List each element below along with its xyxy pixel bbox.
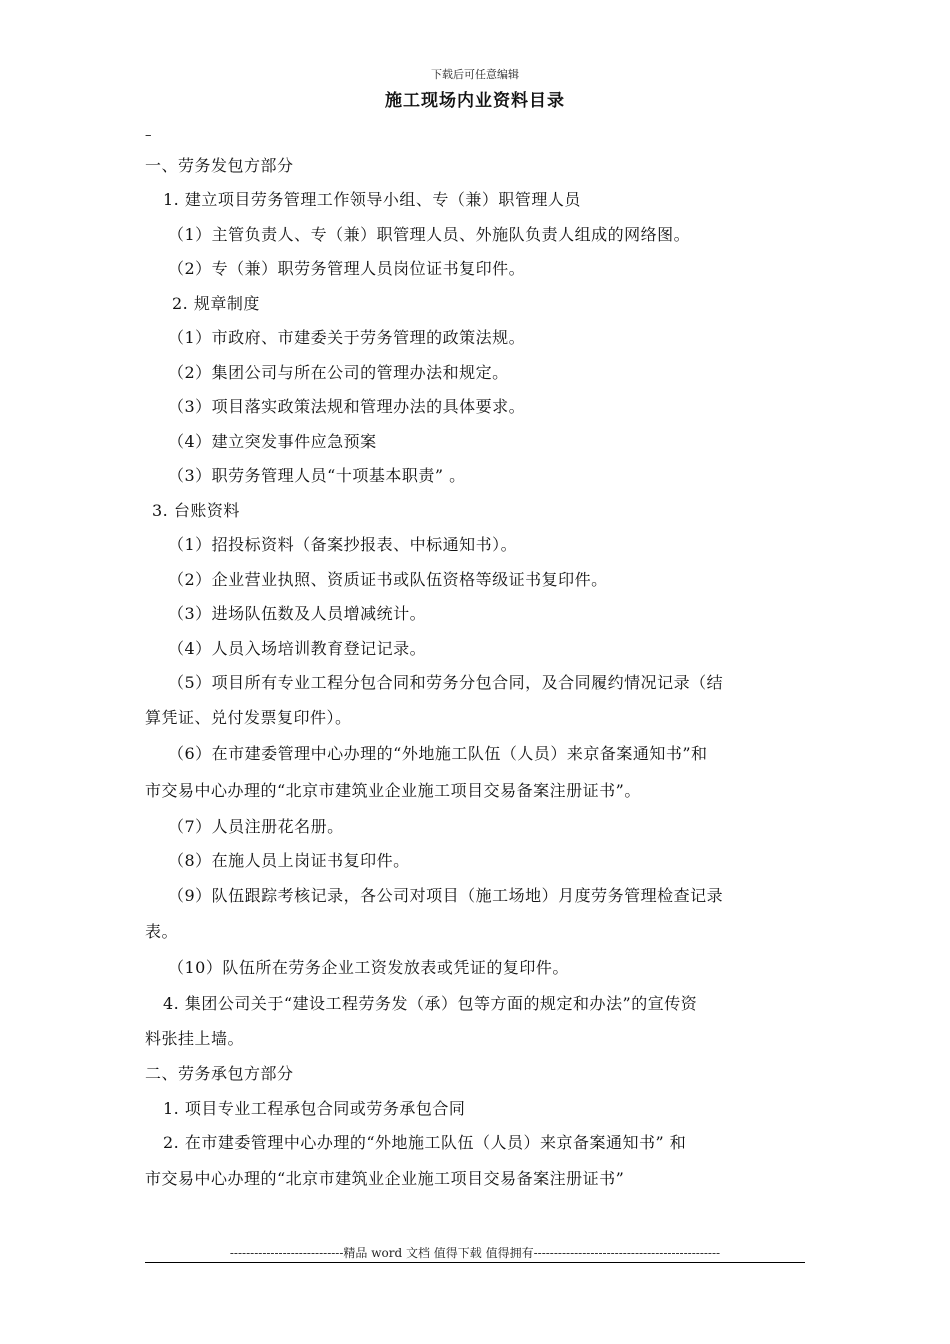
sub-item: （4）人员入场培训教育登记记录。 [168,639,427,658]
sub-item-continuation: 市交易中心办理的“北京市建筑业企业施工项目交易备案注册证书”。 [145,781,641,800]
sub-item: （8）在施人员上岗证书复印件。 [168,851,410,870]
item-heading: 2. 规章制度 [172,294,260,313]
sub-item: （3）职劳务管理人员“十项基本职责” 。 [168,466,466,485]
sub-item: （2）专（兼）职劳务管理人员岗位证书复印件。 [168,259,526,278]
item-continuation: 料张挂上墙。 [145,1029,245,1048]
section-heading: 二、劳务承包方部分 [145,1064,294,1083]
sub-item: （1）招投标资料（备案抄报表、中标通知书）。 [168,535,518,554]
sub-item-continuation: 算凭证、兑付发票复印件）。 [145,708,352,727]
document-title: 施工现场内业资料目录 [385,91,565,111]
sub-item: （2）集团公司与所在公司的管理办法和规定。 [168,363,509,382]
sub-item: （7）人员注册花名册。 [168,817,344,836]
item-heading: 2. 在市建委管理中心办理的“外地施工队伍（人员）来京备案通知书” 和 [163,1133,687,1152]
item-heading: 1. 建立项目劳务管理工作领导小组、专（兼）职管理人员 [163,190,581,209]
top-note: 下载后可任意编辑 [431,68,519,81]
sub-item: （3）进场队伍数及人员增减统计。 [168,604,427,623]
sub-item: （3）项目落实政策法规和管理办法的具体要求。 [168,397,526,416]
item-heading: 3. 台账资料 [152,501,240,520]
item-continuation: 市交易中心办理的“北京市建筑业企业施工项目交易备案注册证书” [145,1169,625,1188]
section-heading: 一、劳务发包方部分 [145,156,294,175]
sub-item: （2）企业营业执照、资质证书或队伍资格等级证书复印件。 [168,570,608,589]
sub-item: （9）队伍跟踪考核记录，各公司对项目（施工场地）月度劳务管理检查记录 [168,886,724,905]
footer-text: ----------------------------精品 word 文档 值得下载 值得拥有---------------------------------------------- [229,1246,721,1260]
sub-item: （5）项目所有专业工程分包合同和劳务分包合同，及合同履约情况记录（结 [168,673,724,692]
sub-item: （1）市政府、市建委关于劳务管理的政策法规。 [168,328,526,347]
item-heading: 4. 集团公司关于“建设工程劳务发（承）包等方面的规定和办法”的宣传资 [163,994,698,1013]
item-heading: 1. 项目专业工程承包合同或劳务承包合同 [163,1099,466,1118]
sub-item: （10）队伍所在劳务企业工资发放表或凭证的复印件。 [168,958,569,977]
sub-item: （6）在市建委管理中心办理的“外地施工队伍（人员）来京备案通知书”和 [168,744,708,763]
sub-item: （1）主管负责人、专（兼）职管理人员、外施队负责人组成的网络图。 [168,225,691,244]
dash-mark: – [145,128,152,143]
sub-item-continuation: 表。 [145,922,179,941]
footer-rule [145,1262,805,1263]
sub-item: （4）建立突发事件应急预案 [168,432,377,451]
